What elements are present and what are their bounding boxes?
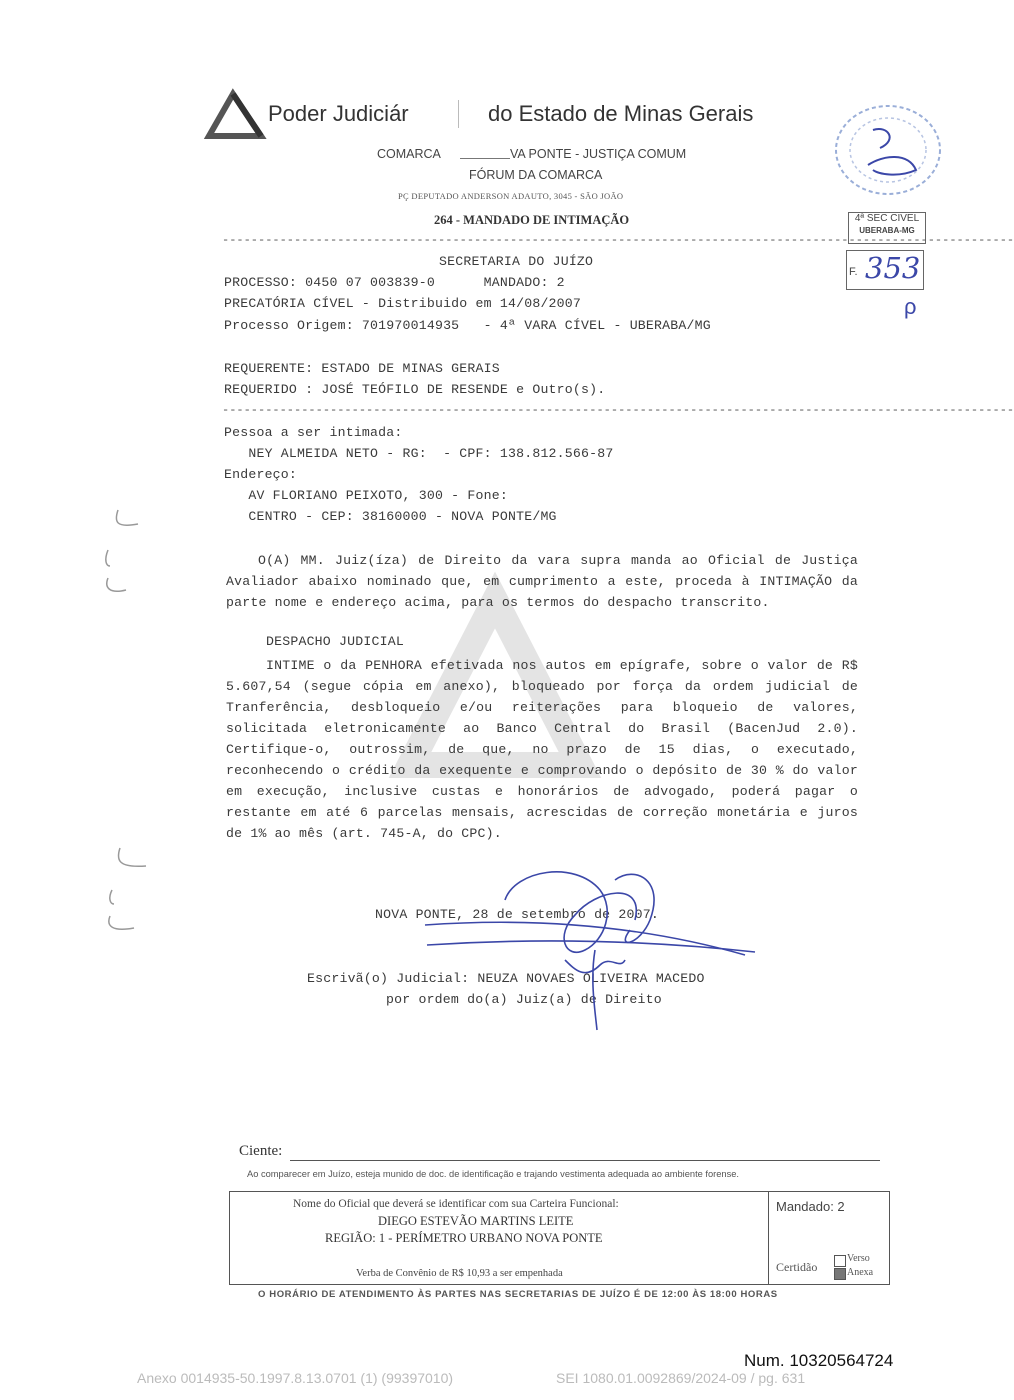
oficial-box — [229, 1191, 890, 1285]
oficial-name: DIEGO ESTEVÃO MARTINS LEITE — [378, 1214, 574, 1228]
header-title-left: Poder Judiciár — [268, 101, 409, 126]
folio-prefix: F. — [849, 266, 858, 278]
horario-notice: O HORÁRIO DE ATENDIMENTO ÀS PARTES NAS SECRETARIAS DE JUÍZO É DE 12:00 ÀS 18:00 HORAS — [258, 1289, 778, 1300]
sei-footer: SEI 1080.01.0092869/2024-09 / pg. 631 — [556, 1370, 806, 1386]
header-title-gap — [458, 100, 479, 128]
certidao-label: Certidão — [776, 1260, 818, 1274]
regiao-line: REGIÃO: 1 - PERÍMETRO URBANO NOVA PONTE — [325, 1231, 603, 1245]
verba-line: Verba de Convênio de R$ 10,93 a ser empenhada — [356, 1268, 563, 1279]
form-title: 264 - MANDADO DE INTIMAÇÃO — [434, 213, 630, 227]
stamp-bottom: UBERABA-MG — [859, 226, 915, 235]
forum-line: FÓRUM DA COMARCA — [469, 168, 603, 182]
mandado-box-label: Mandado: 2 — [776, 1199, 845, 1214]
anexa-checkbox[interactable] — [834, 1268, 846, 1280]
endereco-label: Endereço: — [224, 467, 298, 482]
place-date: NOVA PONTE, 28 de setembro de 2007. — [375, 907, 659, 922]
escrivao-line: Escrivã(o) Judicial: NEUZA NOVAES OLIVEIRA MACEDO — [307, 971, 705, 986]
address-line: PÇ DEPUTADO ANDERSON ADAUTO, 3045 - SÃO JOÃO — [398, 191, 624, 201]
intimacao-paragraph: O(A) MM. Juiz(íza) de Direito da vara supra manda ao Oficial de Justiça Avaliador abaixo nominado que, em cumprimento a este, proceda à INTIMAÇÃO da parte nome e endereço acima, para os termos do despacho transcrito. — [226, 553, 858, 610]
document-number: Num. 10320564724 — [744, 1351, 894, 1370]
verso-checkbox[interactable] — [834, 1255, 846, 1267]
pessoa-line: NEY ALMEIDA NETO - RG: - CPF: 138.812.566-87 — [224, 446, 614, 461]
folio-number: 353 — [865, 251, 921, 285]
verso-label: Verso — [847, 1253, 870, 1264]
secretaria-title: SECRETARIA DO JUÍZO — [439, 254, 594, 269]
precatoria-line: PRECATÓRIA CÍVEL - Distribuido em 14/08/2007 — [224, 296, 582, 311]
box-divider — [768, 1192, 769, 1284]
oficial-line: Nome do Oficial que deverá se identificar com sua Carteira Funcional: — [293, 1198, 619, 1210]
despacho-paragraph: INTIME o da PENHORA efetivada nos autos em epígrafe, sobre o valor de R$ 5.607,54 (segue cópia em anexo), bloqueado por força da ordem judicial de Tranferência, desbloqueio e/ou reiterações para bloqueio de valores, solicitada eletronicamente ao Banco Central do Brasil (BacenJud 2.0). Certifique-o, outrossim, de que, no prazo de 15 dias, o executado, reconhecendo o crédito da exequente e comprovando o depósito de 30 % do valor em execução, inclusive custas e honorários de advogado, poderá pagar o restante em até 6 parcelas mensais, acrescidas de correção monetária e juros de 1% ao mês (art. 745-A, do CPC). — [226, 658, 858, 841]
comarca-prefix: COMARCA — [377, 147, 441, 161]
pessoa-label: Pessoa a ser intimada: — [224, 425, 403, 440]
rubric-mark: ρ — [904, 294, 917, 319]
margin-marks-icon — [98, 500, 158, 940]
ciente-line — [290, 1160, 880, 1161]
protocol-stamp-icon — [828, 100, 946, 200]
origem-line: Processo Origem: 701970014935 - 4ª VARA CÍVEL - UBERABA/MG — [224, 318, 711, 333]
divider-middle: -------------------------------------------------------------------------------------------------------------- — [222, 403, 1014, 417]
comarca-redaction — [460, 158, 510, 159]
ciente-label: Ciente: — [239, 1143, 283, 1159]
folio-box — [846, 250, 924, 290]
endereco-line-1: AV FLORIANO PEIXOTO, 300 - Fone: — [224, 488, 508, 503]
divider-top: -------------------------------------------------------------------------------------------------------------- — [222, 233, 1014, 247]
anexo-footer: Anexo 0014935-50.1997.8.13.0701 (1) (99397010) — [137, 1370, 454, 1386]
header-title-right: do Estado de Minas Gerais — [488, 101, 754, 126]
endereco-line-2: CENTRO - CEP: 38160000 - NOVA PONTE/MG — [224, 509, 557, 524]
por-ordem-line: por ordem do(a) Juiz(a) de Direito — [386, 992, 662, 1007]
despacho-label: DESPACHO JUDICIAL — [266, 634, 404, 649]
comarca-suffix: VA PONTE - JUSTIÇA COMUM — [510, 147, 687, 161]
court-logo-icon — [205, 90, 265, 140]
requerido-line: REQUERIDO : JOSÉ TEÓFILO DE RESENDE e Outro(s). — [224, 382, 606, 397]
forense-notice: Ao comparecer em Juízo, esteja munido de doc. de identificação e trajando vestimenta adequada ao ambiente forense. — [247, 1169, 740, 1179]
anexa-label: Anexa — [847, 1267, 874, 1278]
stamp-top: 4ª SEC CIVEL — [854, 213, 920, 224]
processo-line: PROCESSO: 0450 07 003839-0 MANDADO: 2 — [224, 275, 565, 290]
requerente-line: REQUERENTE: ESTADO DE MINAS GERAIS — [224, 361, 500, 376]
signature-icon — [415, 860, 795, 1035]
